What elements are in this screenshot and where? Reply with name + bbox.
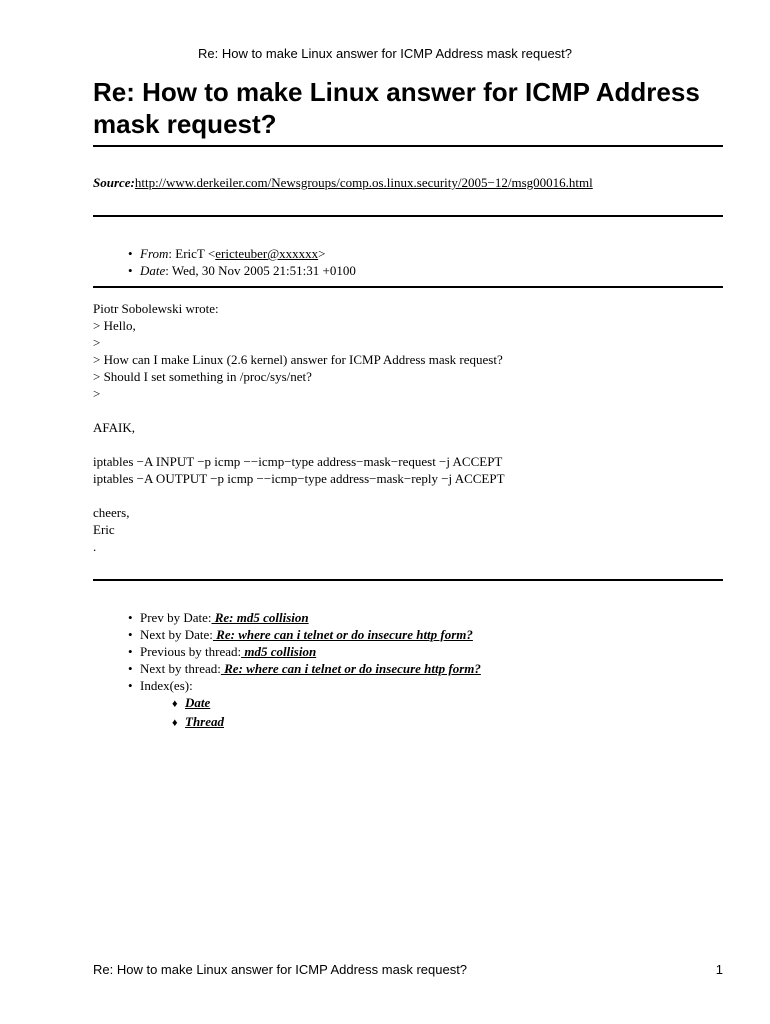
body-line <box>93 436 505 453</box>
body-line: AFAIK, <box>93 420 136 435</box>
body-line: > Hello, <box>93 318 136 333</box>
from-close: > <box>318 246 326 261</box>
next-date-label: Next by Date: <box>140 627 213 642</box>
nav-next-date <box>128 626 481 643</box>
source-link[interactable]: http://www.derkeiler.com/Newsgroups/comp.os.linux.security/2005−12/msg00016.html <box>134 175 593 190</box>
bullet-icon: • <box>128 263 133 278</box>
bullet-icon: • <box>128 610 133 625</box>
running-footer: Re: How to make Linux answer for ICMP Address mask request? <box>93 962 468 977</box>
divider <box>93 215 723 217</box>
index-date-link[interactable]: Date <box>185 695 211 710</box>
meta-date: • Date: Wed, 30 Nov 2005 21:51:31 +0100 <box>128 263 356 278</box>
body-line: iptables −A OUTPUT −p icmp −−icmp−type address−mask−reply −j ACCEPT <box>93 471 505 486</box>
divider <box>93 145 723 147</box>
from-name: EricT < <box>175 246 216 261</box>
body-line: > Should I set something in /proc/sys/net? <box>93 369 312 384</box>
index-item-date <box>172 694 224 713</box>
index-thread-link[interactable]: Thread <box>185 714 224 729</box>
next-thread-link[interactable]: Re: where can i telnet or do insecure http form? <box>220 661 481 676</box>
body-line: > How can I make Linux (2.6 kernel) answer for ICMP Address mask request? <box>93 352 503 367</box>
bullet-icon: • <box>128 246 133 261</box>
nav-next-thread <box>128 660 481 677</box>
source-label: Source: <box>93 175 135 190</box>
next-date-link[interactable]: Re: where can i telnet or do insecure http form? <box>212 627 473 642</box>
diamond-bullet-icon: ♦ <box>172 717 178 729</box>
nav-prev-date <box>128 609 481 626</box>
date-label: Date <box>140 263 166 278</box>
diamond-bullet-icon: ♦ <box>172 698 178 710</box>
index-item-thread <box>172 713 224 732</box>
prev-thread-link[interactable]: md5 collision <box>241 644 317 659</box>
source-line <box>93 175 593 191</box>
prev-thread-label: Previous by thread: <box>140 644 242 659</box>
divider <box>93 286 723 288</box>
bullet-icon: • <box>128 678 133 693</box>
from-label: From <box>140 246 169 261</box>
body-line <box>93 402 505 419</box>
body-line: > <box>93 335 101 350</box>
bullet-icon: • <box>128 644 133 659</box>
message-body <box>93 300 505 555</box>
next-thread-label: Next by thread: <box>140 661 221 676</box>
thread-navigation <box>128 609 481 694</box>
running-header: Re: How to make Linux answer for ICMP Address mask request? <box>197 46 573 61</box>
from-email-link[interactable]: ericteuber@xxxxxx <box>215 246 319 261</box>
prev-date-label: Prev by Date: <box>140 610 212 625</box>
divider <box>93 579 723 581</box>
body-line: cheers, <box>93 505 130 520</box>
bullet-icon: • <box>128 627 133 642</box>
nav-indexes <box>128 677 481 694</box>
body-line: Piotr Sobolewski wrote: <box>93 301 219 316</box>
bullet-icon: • <box>128 661 133 676</box>
index-list <box>172 694 224 732</box>
meta-from: • From: EricT <ericteuber@xxxxxx> <box>128 246 326 261</box>
body-line: . <box>93 539 97 554</box>
body-line: Eric <box>93 522 115 537</box>
body-line <box>93 487 505 504</box>
prev-date-link[interactable]: Re: md5 collision <box>211 610 309 625</box>
message-meta <box>128 245 356 279</box>
body-line: iptables −A INPUT −p icmp −−icmp−type address−mask−request −j ACCEPT <box>93 454 503 469</box>
indexes-label: Index(es): <box>140 678 193 693</box>
date-value: Wed, 30 Nov 2005 21:51:31 +0100 <box>171 263 356 278</box>
body-line: > <box>93 386 101 401</box>
page-number: 1 <box>715 962 723 977</box>
page-title: Re: How to make Linux answer for ICMP Address mask request? <box>93 77 700 139</box>
nav-prev-thread <box>128 643 481 660</box>
